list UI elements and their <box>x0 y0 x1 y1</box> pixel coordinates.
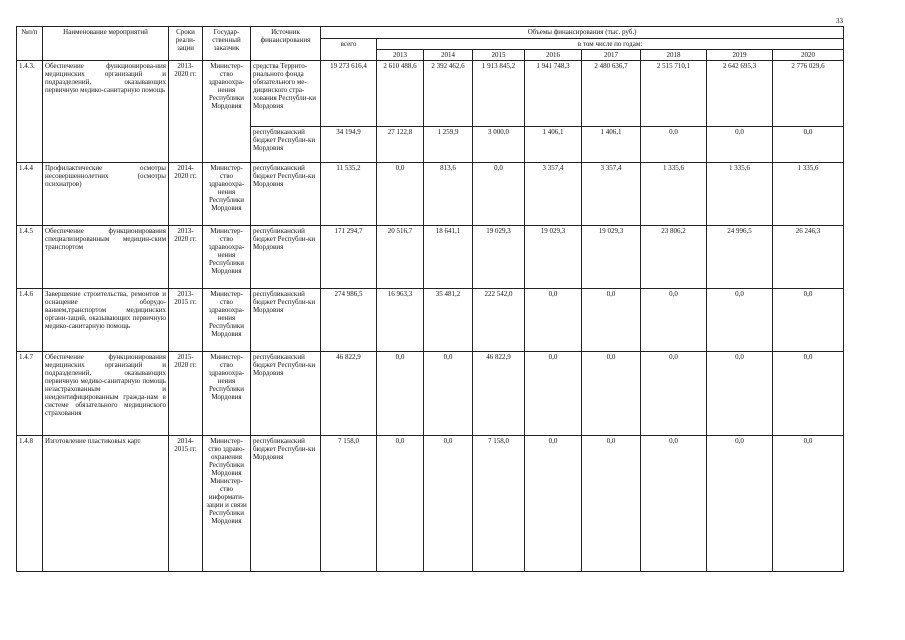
header-year: 2016 <box>525 50 582 61</box>
row-customer: Министер-ство здраво-охранения Республики Мордовия Министер-ство информати-зации и связи Республики Мордовия <box>203 436 251 572</box>
row-total: 171 294,7 <box>321 226 377 289</box>
row-value: 222 542,0 <box>473 289 525 352</box>
row-value: 20 516,7 <box>377 226 424 289</box>
row-value: 813,6 <box>424 163 473 226</box>
row-value: 19 029,3 <box>473 226 525 289</box>
row-value: 0,0 <box>525 352 582 436</box>
header-year: 2013 <box>377 50 424 61</box>
row-value: 19 029,3 <box>582 226 641 289</box>
row-value: 2 392 462,6 <box>424 61 473 127</box>
table-row <box>17 289 844 352</box>
row-value: 27 122,8 <box>377 127 424 163</box>
row-value: 0,0 <box>641 127 707 163</box>
row-num: 1.4.8 <box>17 436 43 572</box>
row-value: 0,0 <box>773 352 844 436</box>
row-source: республиканский бюджет Республи-ки Мордовия <box>251 226 321 289</box>
page-number: 33 <box>836 17 843 25</box>
row-num: 1.4.7 <box>17 352 43 436</box>
row-term: 2013-2020 гг. <box>169 61 203 163</box>
row-num: 1.4.4 <box>17 163 43 226</box>
row-total: 11 535,2 <box>321 163 377 226</box>
row-num: 1.4.6 <box>17 289 43 352</box>
row-value: 0,0 <box>582 289 641 352</box>
row-value: 0,0 <box>582 352 641 436</box>
header-name: Наименование мероприятий <box>43 27 169 61</box>
row-value: 0,0 <box>377 352 424 436</box>
row-value: 23 806,2 <box>641 226 707 289</box>
row-num: 1.4.3. <box>17 61 43 163</box>
row-value: 1 406,1 <box>525 127 582 163</box>
row-value: 0,0 <box>424 352 473 436</box>
row-total: 19 273 616,4 <box>321 61 377 127</box>
row-name: Обеспечение функционирования специализированным медицин-ским транспортом <box>43 226 169 289</box>
header-customer: Государ-ственный заказчик <box>203 27 251 61</box>
row-value: 0,0 <box>707 127 773 163</box>
row-value: 1 406,1 <box>582 127 641 163</box>
row-value: 2 610 488,6 <box>377 61 424 127</box>
row-value: 1 941 748,3 <box>525 61 582 127</box>
row-source: республиканский бюджет Республи-ки Мордовия <box>251 352 321 436</box>
row-value: 2 515 710,1 <box>641 61 707 127</box>
row-value: 0,0 <box>773 127 844 163</box>
row-value: 0,0 <box>641 436 707 572</box>
row-value: 0,0 <box>773 436 844 572</box>
row-value: 19 029,3 <box>525 226 582 289</box>
row-value: 0,0 <box>641 289 707 352</box>
header-year: 2019 <box>707 50 773 61</box>
table-row <box>17 61 844 127</box>
row-value: 0,0 <box>377 436 424 572</box>
row-total: 274 986,5 <box>321 289 377 352</box>
table-row <box>17 436 844 572</box>
row-value: 1 335,6 <box>641 163 707 226</box>
row-value: 0,0 <box>377 163 424 226</box>
row-term: 2014-2020 гг. <box>169 163 203 226</box>
row-value: 24 996,5 <box>707 226 773 289</box>
row-value: 46 822,9 <box>473 352 525 436</box>
row-value: 35 481,2 <box>424 289 473 352</box>
row-term: 2014-2015 гг. <box>169 436 203 572</box>
row-source: республиканский бюджет Республи-ки Мордовия <box>251 436 321 572</box>
row-customer: Министер-ство здравоохра-нения Республики Мордовия <box>203 226 251 289</box>
row-term: 2015-2020 гг. <box>169 352 203 436</box>
row-value: 0,0 <box>525 289 582 352</box>
row-value: 0,0 <box>641 352 707 436</box>
header-year: 2014 <box>424 50 473 61</box>
row-source: средства Террито-риального фонда обязательного ме-дицинского стра-хования Республи-ки Мордовия <box>251 61 321 127</box>
row-value: 0,0 <box>424 436 473 572</box>
row-value: 3 357,4 <box>582 163 641 226</box>
row-total: 34 194,9 <box>321 127 377 163</box>
row-value: 18 641,1 <box>424 226 473 289</box>
row-value: 3 000,0 <box>473 127 525 163</box>
row-value: 26 246,3 <box>773 226 844 289</box>
row-term: 2013-2020 гг. <box>169 226 203 289</box>
table-header <box>17 27 844 61</box>
row-source: республиканский бюджет Республи-ки Мордовия <box>251 163 321 226</box>
header-term: Сроки реали-зации <box>169 27 203 61</box>
table-row <box>17 352 844 436</box>
row-value: 0,0 <box>707 352 773 436</box>
row-total: 46 822,9 <box>321 352 377 436</box>
row-value: 3 357,4 <box>525 163 582 226</box>
header-year: 2018 <box>641 50 707 61</box>
row-term: 2013-2015 гг. <box>169 289 203 352</box>
header-num: №п/п <box>17 27 43 61</box>
row-total: 7 158,0 <box>321 436 377 572</box>
row-source: республиканский бюджет Республи-ки Мордовия <box>251 289 321 352</box>
row-value: 2 480 636,7 <box>582 61 641 127</box>
row-value: 0,0 <box>773 289 844 352</box>
table-body <box>17 61 844 572</box>
row-customer: Министер-ство здравоохра-нения Республики Мордовия <box>203 163 251 226</box>
row-value: 0,0 <box>473 163 525 226</box>
table-row <box>17 163 844 226</box>
header-volumes: Объемы финансирования (тыс. руб.) <box>321 27 844 39</box>
row-value: 1 335,6 <box>707 163 773 226</box>
row-num: 1.4.5 <box>17 226 43 289</box>
row-value: 1 259,9 <box>424 127 473 163</box>
header-year: 2020 <box>773 50 844 61</box>
row-value: 0,0 <box>707 289 773 352</box>
header-year: 2015 <box>473 50 525 61</box>
row-customer: Министер-ство здравоохра-нения Республики Мордовия <box>203 289 251 352</box>
row-value: 2 776 029,6 <box>773 61 844 127</box>
header-total: всего <box>321 39 377 61</box>
header-including: в том числе по годам: <box>377 39 844 50</box>
table-row <box>17 226 844 289</box>
row-name: Профилактические осмотры несовершеннолетних (осмотры психиатров) <box>43 163 169 226</box>
row-name: Обеспечение функционирова-ния медицинских организаций и подразделений, оказывающих первичную медико-санитарную помощь <box>43 61 169 163</box>
row-value: 0,0 <box>582 436 641 572</box>
row-name: Обеспечение функционирования медицинских организаций и подразделений, оказывающих первичную медико-санитарную помощь незастрахованным и неидентифицированным гражда-нам в системе обязательного медицинского страхования <box>43 352 169 436</box>
row-name: Изготовление пластиковых карт <box>43 436 169 572</box>
row-customer: Министер-ство здравоохра-нения Республики Мордовия <box>203 352 251 436</box>
row-value: 0,0 <box>707 436 773 572</box>
row-value: 1 335,6 <box>773 163 844 226</box>
row-value: 7 158,0 <box>473 436 525 572</box>
row-customer: Министер-ство здравоохра-нения Республики Мордовия <box>203 61 251 163</box>
header-year: 2017 <box>582 50 641 61</box>
row-source: республиканский бюджет Республи-ки Мордовия <box>251 127 321 163</box>
row-value: 1 913 845,2 <box>473 61 525 127</box>
row-value: 2 642 695,3 <box>707 61 773 127</box>
row-name: Завершение строительства, ремонтов и оснащение оборудо-ванием,транспортом медицинских органи-заций, оказывающих первичную медико-санитарную помощь <box>43 289 169 352</box>
row-value: 0,0 <box>525 436 582 572</box>
financing-table <box>16 26 844 572</box>
header-source: Источник финансирования <box>251 27 321 61</box>
row-value: 16 963,3 <box>377 289 424 352</box>
